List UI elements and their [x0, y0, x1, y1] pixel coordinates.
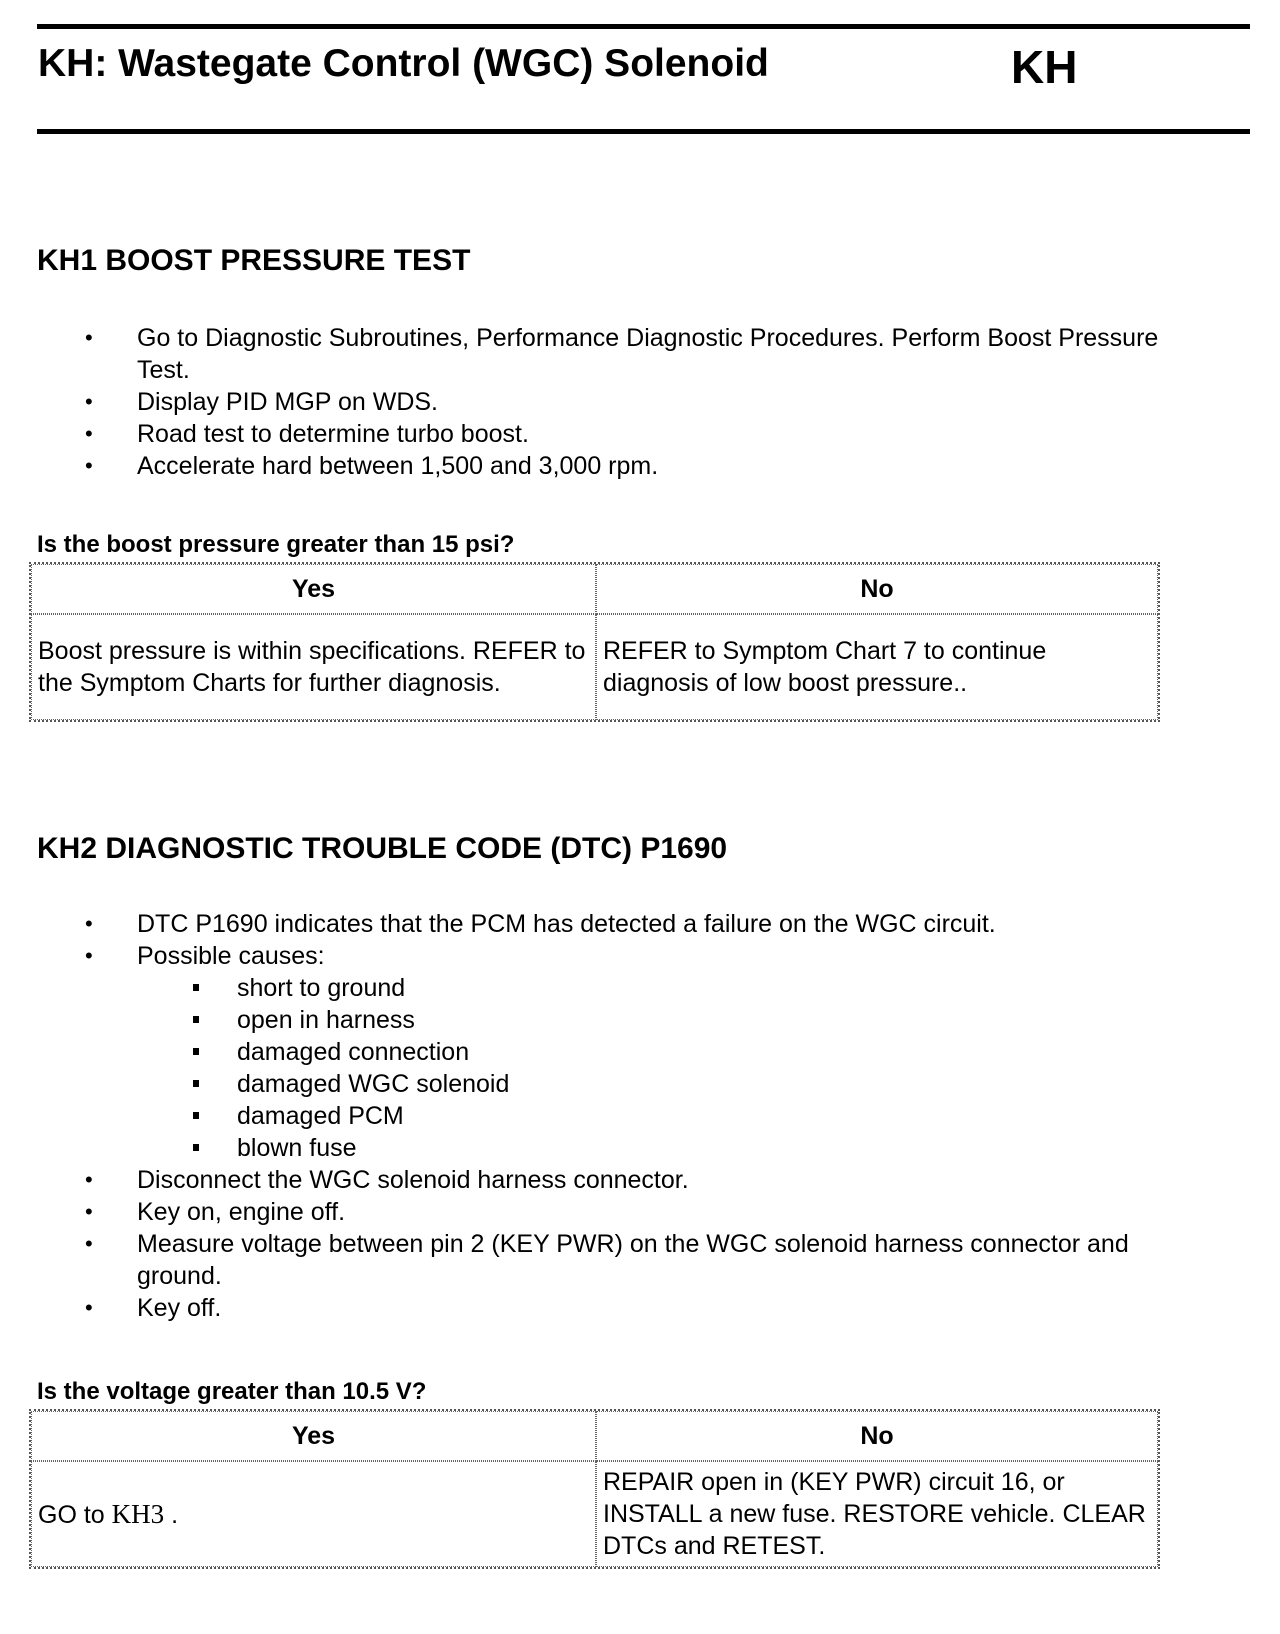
kh3-link[interactable]: KH3 — [111, 1498, 165, 1529]
no-header: No — [596, 1411, 1158, 1461]
kh2-heading: KH2 DIAGNOSTIC TROUBLE CODE (DTC) P1690 — [37, 832, 728, 865]
list-item — [85, 940, 1215, 1164]
yes-header: Yes — [31, 564, 596, 614]
cause-item: damaged WGC solenoid — [137, 1068, 1215, 1100]
go-to-label: GO to — [38, 1500, 105, 1529]
list-item: • Display PID MGP on WDS. — [85, 386, 1215, 418]
cause-item: damaged connection — [137, 1036, 1215, 1068]
kh2-question: Is the voltage greater than 10.5 V? — [37, 1378, 427, 1405]
header-top-rule — [37, 24, 1250, 29]
cause-item: open in harness — [137, 1004, 1215, 1036]
list-item: • Road test to determine turbo boost. — [85, 418, 1215, 450]
list-item: • Measure voltage between pin 2 (KEY PWR) on the WGC solenoid harness connector and ground. — [85, 1228, 1215, 1292]
list-item: • Accelerate hard between 1,500 and 3,000 rpm. — [85, 450, 1215, 482]
no-cell: REFER to Symptom Chart 7 to continue diagnosis of low boost pressure.. — [596, 614, 1158, 720]
go-to-period: . — [171, 1500, 179, 1529]
cause-item: short to ground — [137, 972, 1215, 1004]
kh1-decision-table — [29, 562, 1160, 722]
kh2-decision-table — [29, 1409, 1160, 1569]
kh2-step-list — [85, 908, 1215, 1324]
list-item: • Key on, engine off. — [85, 1196, 1215, 1228]
no-header: No — [596, 564, 1158, 614]
list-item: • Key off. — [85, 1292, 1215, 1324]
document-title: KH: Wastegate Control (WGC) Solenoid — [38, 42, 769, 85]
yes-header: Yes — [31, 1411, 596, 1461]
yes-cell — [31, 1461, 596, 1567]
yes-cell: Boost pressure is within specifications. REFER to the Symptom Charts for further diagnosis. — [31, 614, 596, 720]
list-item: • Disconnect the WGC solenoid harness connector. — [85, 1164, 1215, 1196]
no-cell: REPAIR open in (KEY PWR) circuit 16, or INSTALL a new fuse. RESTORE vehicle. CLEAR DTCs and RETEST. — [596, 1461, 1158, 1567]
possible-causes-label: Possible causes: — [137, 942, 325, 970]
section-code: KH — [1011, 41, 1078, 93]
cause-item: damaged PCM — [137, 1100, 1215, 1132]
kh1-step-list — [85, 322, 1215, 482]
list-item: • Go to Diagnostic Subroutines, Performance Diagnostic Procedures. Perform Boost Pressure Test. — [85, 322, 1215, 386]
list-item: • DTC P1690 indicates that the PCM has detected a failure on the WGC circuit. — [85, 908, 1215, 940]
cause-item: blown fuse — [137, 1132, 1215, 1164]
kh1-question: Is the boost pressure greater than 15 psi? — [37, 531, 515, 558]
header-bottom-rule — [37, 129, 1250, 134]
kh1-heading: KH1 BOOST PRESSURE TEST — [37, 244, 471, 277]
causes-list — [137, 972, 1215, 1164]
